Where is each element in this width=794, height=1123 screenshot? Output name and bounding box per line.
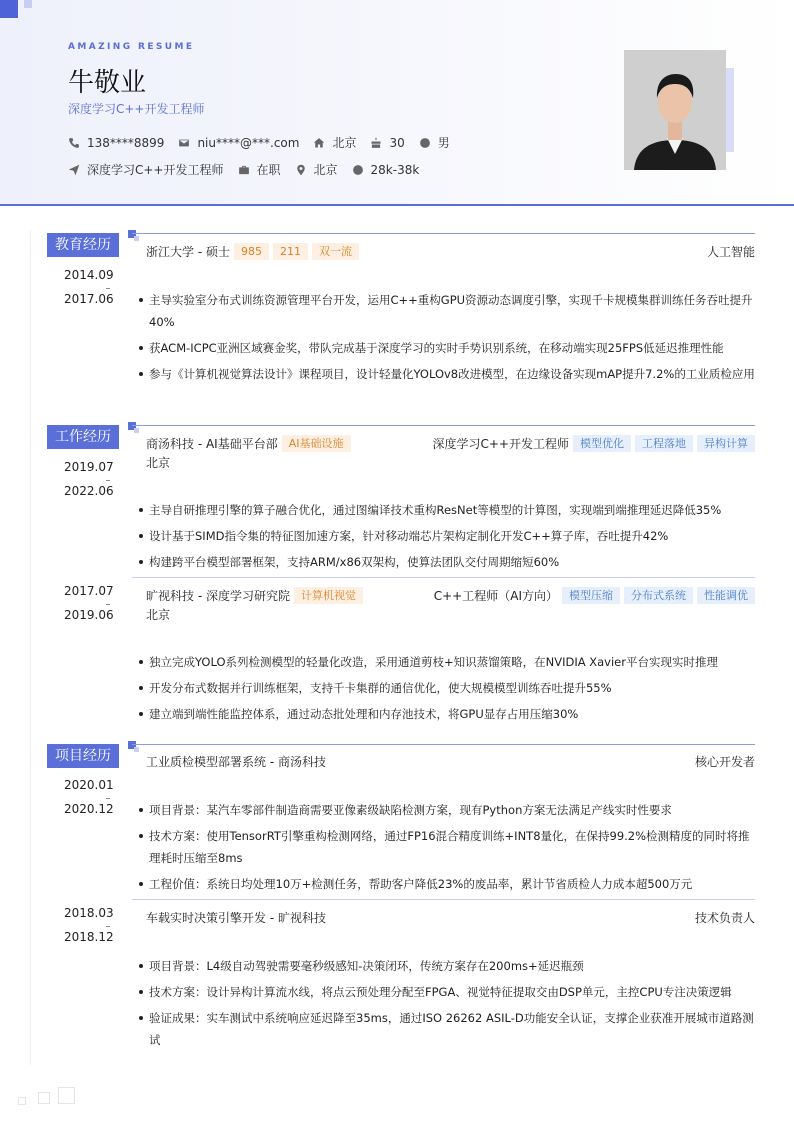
edu-school [146,243,359,260]
work-start-date: 2017.07 [64,584,114,598]
candidate-name: 牛敬业 [68,68,147,98]
project-name: 车载实时决策引擎开发 - 旷视科技 [146,911,326,925]
list-item: 建立端到端性能监控体系，通过动态批处理和内存池技术，将GPU显存占用压缩30% [138,703,758,725]
age-info [370,136,404,150]
cake-icon [370,137,382,149]
entry-divider [132,577,755,578]
resume-tagline: AMAZING RESUME [68,42,195,52]
role-name: 技术负责人 [694,911,755,925]
work-bullets [138,651,758,729]
work-company [146,587,363,604]
project-start-date: 2018.03 [64,906,114,920]
work-company [146,435,351,452]
list-item: 技术方案：设计异构计算流水线，将点云预处理分配至FPGA、视觉特征提取交由DSP单元，主控CPU专注决策逻辑 [138,981,758,1003]
list-item: 获ACM-ICPC亚洲区域赛金奖，带队完成基于深度学习的实时手势识别系统，在移动端实现25FPS低延迟推理性能 [138,337,758,359]
date-dash [106,480,110,481]
work-end-date: 2022.06 [64,484,114,498]
section-marker [128,422,136,430]
home-city: 北京 [332,136,357,150]
school-tag: 双一流 [312,243,359,260]
work-role [433,435,756,452]
company-name: 旷视科技 - 深度学习研究院 [146,589,290,603]
edu-start-date: 2014.09 [64,268,114,282]
intent-position: 深度学习C++开发工程师 [87,163,224,177]
location-info [295,161,338,178]
resume-header [0,0,794,206]
project-title [146,753,326,770]
expected-salary: 28k-38k [370,162,420,177]
major-name: 人工智能 [706,245,755,259]
corner-decoration-small [24,0,32,8]
home-info [313,134,356,151]
skill-tag: 分布式系统 [624,587,693,604]
company-tag: 计算机视觉 [294,587,363,604]
list-item: 项目背景：某汽车零部件制造商需要亚像素级缺陷检测方案，现有Python方案无法满足产线实时性要求 [138,799,758,821]
school-tag: 211 [273,243,308,260]
list-item: 独立完成YOLO系列检测模型的轻量化改造，采用通道剪枝+知识蒸馏策略，在NVIDIA Xavier平台实现实时推理 [138,651,758,673]
footer-decoration [18,1097,26,1105]
contact-row [68,134,464,151]
work-city: 北京 [146,456,171,470]
avatar [624,50,726,170]
gender-icon [419,137,431,149]
location-icon [295,164,307,176]
job-title: 深度学习C++开发工程师 [68,102,205,116]
phone-number: 138****8899 [87,135,165,150]
work-role [434,587,755,604]
skill-tag: 模型压缩 [562,587,620,604]
money-icon [352,164,364,176]
home-icon [313,137,325,149]
footer-decoration [58,1087,75,1104]
profile-photo-frame [624,50,726,170]
status-info [238,161,281,178]
skill-tag: 模型优化 [573,435,631,452]
send-icon [68,164,80,176]
section-marker [128,741,136,749]
section-tag-education: 教育经历 [47,233,119,257]
edu-major [707,243,755,260]
phone-icon [68,137,80,149]
work-bullets [138,499,758,577]
company-tag: AI基础设施 [282,435,351,452]
gender-info [419,134,450,151]
section-divider [132,744,755,745]
project-bullets [138,799,758,899]
skill-tag: 性能调优 [697,587,755,604]
salary-info [352,163,420,177]
role-name: 核心开发者 [694,755,755,769]
work-start-date: 2019.07 [64,460,114,474]
email-address: niu****@***.com [197,135,300,150]
intent-info [68,161,224,178]
project-role [695,753,755,770]
section-tag-work: 工作经历 [47,425,119,449]
project-title [146,909,326,926]
list-item: 开发分布式数据并行训练框架，支持千卡集群的通信优化，使大规模模型训练吞吐提升55% [138,677,758,699]
project-bullets [138,955,758,1055]
date-dash [106,604,110,605]
list-item: 构建跨平台模型部署框架，支持ARM/x86双架构，使算法团队交付周期缩短60% [138,551,758,573]
role-name: 深度学习C++开发工程师 [432,437,569,451]
section-divider [132,425,755,426]
skill-tag: 工程落地 [635,435,693,452]
list-item: 设计基于SIMD指令集的特征图加速方案，针对移动端芯片架构定制化开发C++算子库，吞吐提升42% [138,525,758,547]
company-name: 商汤科技 - AI基础平台部 [146,437,278,451]
list-item: 参与《计算机视觉算法设计》课程项目，设计轻量化YOLOv8改进模型，在边缘设备实现mAP提升7.2%的工业质检应用 [138,363,758,385]
project-name: 工业质检模型部署系统 - 商汤科技 [146,755,326,769]
corner-decoration [0,0,18,18]
footer-decoration [38,1092,50,1104]
list-item: 验证成果：实车测试中系统响应延迟降至35ms，通过ISO 26262 ASIL-D功能安全认证，支撑企业获准开展城市道路测试 [138,1007,758,1051]
entry-divider [132,899,755,900]
list-item: 技术方案：使用TensorRT引擎重构检测网络，通过FP16混合精度训练+INT8量化，在保持99.2%检测精度的同时将推理耗时压缩至8ms [138,825,758,869]
project-end-date: 2018.12 [64,930,114,944]
section-marker [128,230,136,238]
skill-tag: 异构计算 [697,435,755,452]
list-item: 主导自研推理引擎的算子融合优化，通过图编译技术重构ResNet等模型的计算图，实现端到端推理延迟降低35% [138,499,758,521]
employment-status: 在职 [256,163,281,177]
edu-bullets [138,289,758,389]
section-tag-projects: 项目经历 [47,744,119,768]
role-name: C++工程师（AI方向） [433,589,558,603]
mail-icon [178,137,190,149]
expected-city: 北京 [313,163,338,177]
edu-end-date: 2017.06 [64,292,114,306]
gender-value: 男 [437,136,450,150]
date-dash [106,288,110,289]
list-item: 项目背景：L4级自动驾驶需要毫秒级感知-决策闭环，传统方案存在200ms+延迟瓶颈 [138,955,758,977]
email-info [178,136,299,150]
phone-info [68,136,164,150]
project-role [695,909,755,926]
work-end-date: 2019.06 [64,608,114,622]
school-name: 浙江大学 - 硕士 [146,245,230,259]
age-value: 30 [389,135,405,150]
project-end-date: 2020.12 [64,802,114,816]
job-intent-row [68,161,433,178]
section-divider [132,233,755,234]
school-tag: 985 [234,243,269,260]
date-dash [106,926,110,927]
briefcase-icon [238,164,250,176]
work-city: 北京 [146,608,171,622]
date-dash [106,798,110,799]
project-start-date: 2020.01 [64,778,114,792]
timeline-line [30,230,31,1065]
list-item: 主导实验室分布式训练资源管理平台开发，运用C++重构GPU资源动态调度引擎，实现千卡规模集群训练任务吞吐提升40% [138,289,758,333]
list-item: 工程价值：系统日均处理10万+检测任务，帮助客户降低23%的废品率，累计节省质检人力成本超500万元 [138,873,758,895]
